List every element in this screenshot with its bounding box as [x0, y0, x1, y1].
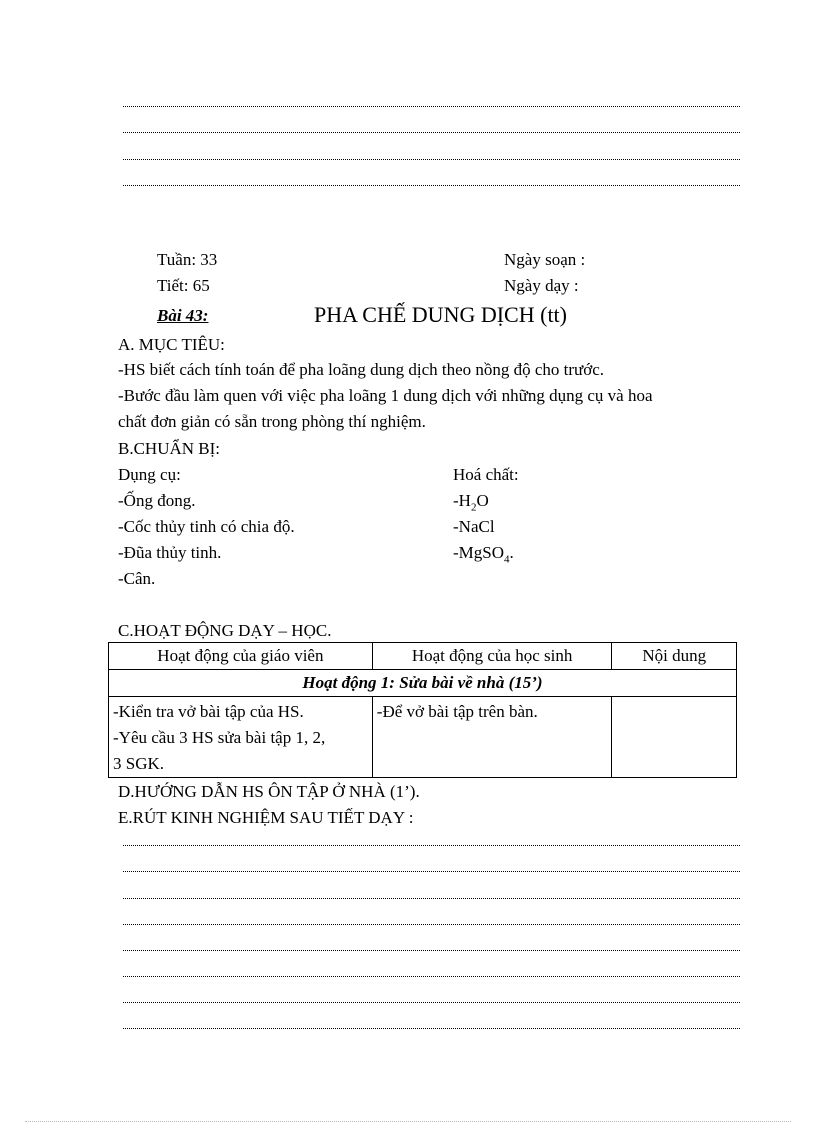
student-activity-cell	[372, 697, 612, 778]
top-dotted-line-1	[123, 106, 740, 107]
week-label: Tuần: 33	[157, 250, 218, 269]
chemicals-heading: Hoá chất:	[453, 465, 519, 484]
teacher-activity-cell	[109, 697, 373, 778]
lesson-label: Bài 43:	[157, 306, 209, 325]
notes-dotted-line-4	[123, 924, 740, 925]
objective-line-1: -HS biết cách tính toán để pha loãng dung dịch theo nồng độ cho trước.	[118, 360, 605, 379]
section-c-heading: C.HOẠT ĐỘNG DẠY – HỌC.	[118, 621, 332, 640]
notes-dotted-line-6	[123, 976, 740, 977]
top-dotted-line-2	[123, 132, 740, 133]
chemical-item-h2o: $-H_2O$	[453, 491, 489, 514]
top-dotted-line-3	[123, 159, 740, 160]
tools-heading: Dụng cụ:	[118, 465, 181, 484]
notes-dotted-line-1	[123, 845, 740, 846]
section-e-heading: E.RÚT KINH NGHIỆM SAU TIẾT DẠY :	[118, 808, 414, 827]
teacher-line: 3 SGK.	[113, 754, 165, 773]
teacher-line: -Kiển tra vở bài tập của HS.	[113, 702, 304, 721]
period-label: Tiết: 65	[157, 276, 210, 295]
prep-date-label: Ngày soạn :	[504, 250, 586, 269]
content-cell	[612, 697, 737, 778]
objective-line-2: -Bước đầu làm quen với việc pha loãng 1 dung dịch với những dụng cụ và hoa	[118, 386, 653, 405]
notes-dotted-line-5	[123, 950, 740, 951]
teach-date-label: Ngày dạy :	[504, 276, 579, 295]
notes-dotted-line-7	[123, 1002, 740, 1003]
student-line: -Để vở bài tập trên bàn.	[376, 702, 538, 721]
page-footer-line	[25, 1121, 791, 1122]
section-d-heading: D.HƯỚNG DẪN HS ÔN TẬP Ở NHÀ (1’).	[118, 782, 420, 801]
notes-dotted-line-2	[123, 871, 740, 872]
tool-item: -Ống đong.	[118, 491, 196, 510]
page-title: PHA CHẾ DUNG DỊCH (tt)	[314, 302, 567, 327]
activity-title: Hoạt động 1: Sửa bài về nhà (15’)	[109, 670, 737, 697]
activity-table	[108, 642, 737, 778]
tool-item: -Cốc thủy tinh có chia độ.	[118, 517, 295, 536]
section-b-heading: B.CHUẨN BỊ:	[118, 439, 221, 458]
teacher-line: -Yêu cầu 3 HS sửa bài tập 1, 2,	[113, 728, 326, 747]
table-header-content: Nội dung	[612, 643, 737, 670]
table-header-teacher: Hoạt động của giáo viên	[109, 643, 373, 670]
notes-dotted-line-3	[123, 898, 740, 899]
chemical-item-mgso4: -MgSO$_4$.	[453, 543, 514, 566]
section-a-heading: A. MỤC TIÊU:	[118, 335, 225, 354]
tool-item: -Đũa thủy tinh.	[118, 543, 222, 562]
table-header-student: Hoạt động của học sinh	[372, 643, 612, 670]
objective-line-3: chất đơn giản có sẵn trong phòng thí nghiệm.	[118, 412, 426, 431]
notes-dotted-line-8	[123, 1028, 740, 1029]
tool-item: -Cân.	[118, 569, 156, 588]
top-dotted-line-4	[123, 185, 740, 186]
chemical-item-nacl: -NaCl	[453, 517, 495, 536]
